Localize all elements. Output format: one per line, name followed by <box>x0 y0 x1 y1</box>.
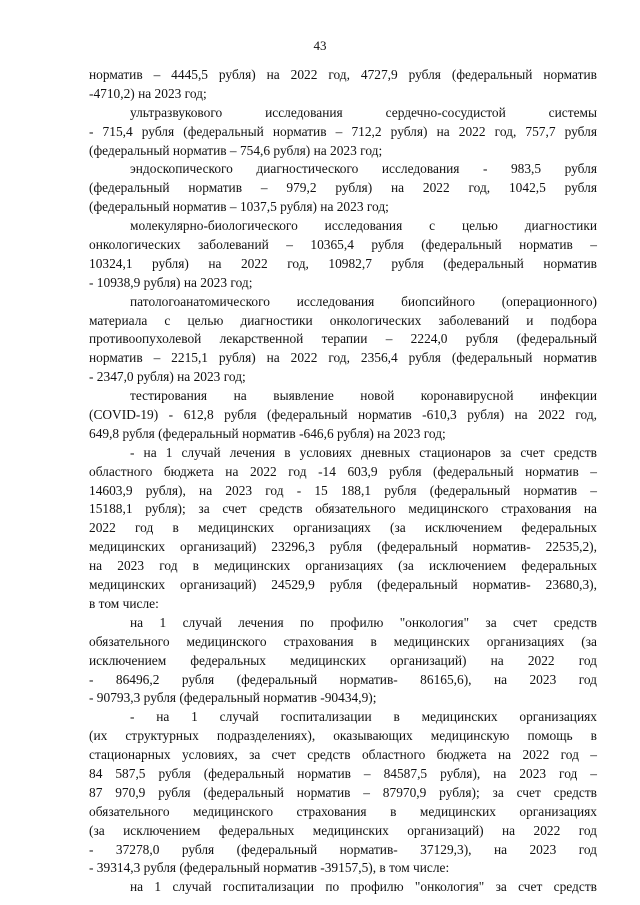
text-line: (федеральный норматив – 979,2 рубля) на 2022 год, 1042,5 рубля <box>89 180 597 196</box>
text-line: норматив – 4445,5 рубля) на 2022 год, 4727,9 рубля (федеральный норматив <box>89 67 597 82</box>
text-line: -4710,2) на 2023 год; <box>89 85 207 101</box>
text-line: стационарных условиях, за счет средств областного бюджета на 2022 год – <box>89 747 597 763</box>
text-line: на 1 случай госпитализации по профилю "онкология" за счет средств <box>130 879 597 895</box>
text-line: медицинских организаций) 23296,3 рубля (федеральный норматив- 22535,2), <box>89 539 597 555</box>
text-line: обязательного медицинского страхования в медицинских организациях (за <box>89 633 597 649</box>
text-line: на 2023 год в медицинских организациях (за исключением федеральных <box>89 558 597 574</box>
text-line: областного бюджета на 2022 год -14 603,9 рубля (федеральный норматив – <box>89 463 597 479</box>
text-line: - 90793,3 рубля (федеральный норматив -90434,9); <box>89 690 377 706</box>
page-number: 43 <box>313 38 327 53</box>
text-line: тестирования на выявление новой коронавирусной инфекции <box>130 388 597 404</box>
text-line: эндоскопического диагностического исследования - 983,5 рубля <box>130 161 597 177</box>
text-line: 14603,9 рубля), на 2023 год - 15 188,1 рубля (федеральный норматив – <box>89 482 597 498</box>
text-line: на 1 случай лечения по профилю "онкология" за счет средств <box>130 614 597 630</box>
text-line: медицинских организаций) 24529,9 рубля (федеральный норматив- 23680,3), <box>89 577 597 593</box>
text-line: 84 587,5 рубля (федеральный норматив – 84587,5 рубля), на 2023 год – <box>89 765 597 781</box>
text-line: - на 1 случай госпитализации в медицинских организациях <box>130 709 597 725</box>
text-line: 649,8 рубля (федеральный норматив -646,6 рубля) на 2023 год; <box>89 425 446 441</box>
text-line: (COVID-19) - 612,8 рубля (федеральный норматив -610,3 рубля) на 2022 год, <box>89 407 597 423</box>
text-line: 87 970,9 рубля (федеральный норматив – 87970,9 рубля); за счет средств <box>89 784 597 800</box>
body-text <box>89 66 597 897</box>
text-line: - 37278,0 рубля (федеральный норматив- 37129,3), на 2023 год <box>89 841 597 857</box>
text-line: ультразвукового исследования сердечно-сосудистой системы <box>130 104 597 120</box>
text-line: - 86496,2 рубля (федеральный норматив- 86165,6), на 2023 год <box>89 671 597 687</box>
text-line: 10324,1 рубля) на 2022 год, 10982,7 рубля (федеральный норматив <box>89 255 597 271</box>
text-line: - 10938,9 рубля) на 2023 год; <box>89 274 253 290</box>
text-line: молекулярно-биологического исследования с целью диагностики <box>130 218 597 234</box>
text-line: патологоанатомического исследования биопсийного (операционного) <box>130 293 597 309</box>
text-line: - на 1 случай лечения в условиях дневных стационаров за счет средств <box>130 444 597 460</box>
text-line: противоопухолевой лекарственной терапии – 2224,0 рубля (федеральный <box>89 331 597 347</box>
text-line: (за исключением федеральных медицинских организаций) на 2022 год <box>89 822 597 838</box>
text-line: - 2347,0 рубля) на 2023 год; <box>89 369 246 385</box>
text-line: исключением федеральных медицинских организаций) на 2022 год <box>89 652 597 668</box>
text-line: 15188,1 рубля); за счет средств обязательного медицинского страхования на <box>89 501 597 517</box>
text-line: (их структурных подразделениях), оказывающих медицинскую помощь в <box>89 728 597 744</box>
text-line: (федеральный норматив – 754,6 рубля) на 2023 год; <box>89 142 383 158</box>
text-line: - 39314,3 рубля (федеральный норматив -39157,5), в том числе: <box>89 860 450 876</box>
text-line: 2022 год в медицинских организациях (за исключением федеральных <box>89 520 597 536</box>
text-line: обязательного медицинского страхования в медицинских организациях <box>89 803 597 819</box>
text-line: материала с целью диагностики онкологических заболеваний и подбора <box>89 312 597 328</box>
text-line: - 715,4 рубля (федеральный норматив – 712,2 рубля) на 2022 год, 757,7 рубля <box>89 123 597 139</box>
text-line: в том числе: <box>89 595 159 611</box>
text-line: норматив – 2215,1 рубля) на 2022 год, 2356,4 рубля (федеральный норматив <box>89 350 597 366</box>
text-line: (федеральный норматив – 1037,5 рубля) на 2023 год; <box>89 199 389 215</box>
text-line: онкологических заболеваний – 10365,4 рубля (федеральный норматив – <box>89 237 597 253</box>
